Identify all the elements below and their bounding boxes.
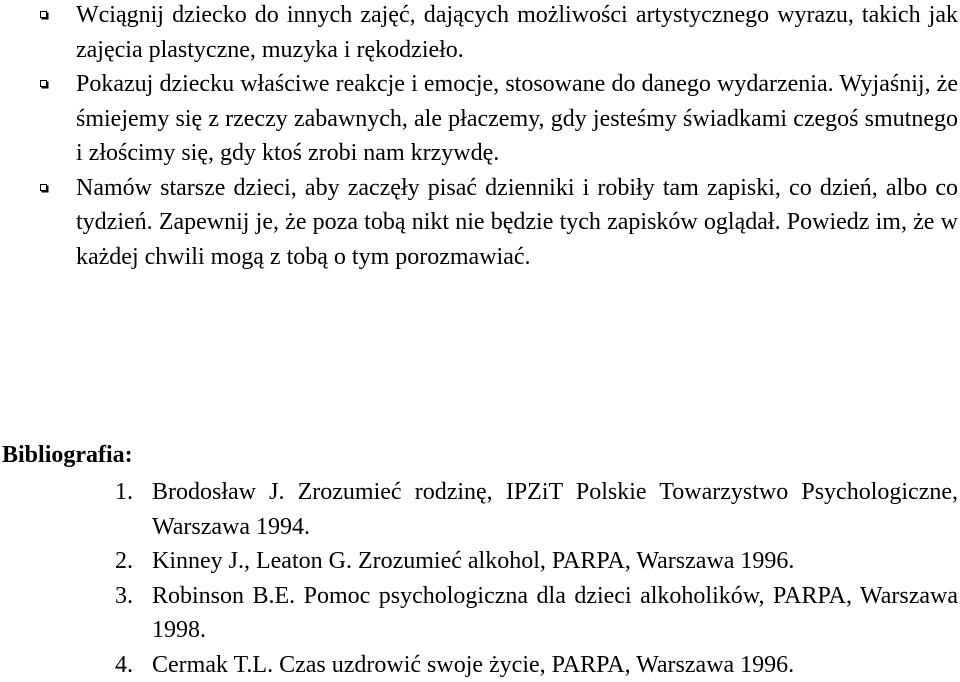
- bibliography-item-text: Kinney J., Leaton G. Zrozumieć alkohol, PARPA, Warszawa 1996.: [152, 548, 794, 574]
- tip-item: [0, 67, 960, 171]
- bibliography-item-number: 1.: [115, 475, 133, 510]
- bibliography-item: [0, 544, 960, 579]
- tip-item: [0, 0, 960, 67]
- bibliography-item: [0, 648, 960, 682]
- bibliography-item-number: 2.: [115, 544, 133, 579]
- checkbox-bullet-icon: [40, 184, 47, 191]
- bibliography-item-text: Cermak T.L. Czas uzdrowić swoje życie, PARPA, Warszawa 1996.: [152, 652, 794, 678]
- tip-text: Namów starsze dzieci, aby zaczęły pisać dzienniki i robiły tam zapiski, co dzień, albo co tydzień. Zapewnij je, że poza tobą nikt nie będzie tych zapisków oglądał. Powiedz im, że w każdej chwili mogą z tobą o tym porozmawiać.: [76, 171, 958, 275]
- tip-item: [0, 171, 960, 275]
- bibliography-item-number: 3.: [115, 579, 133, 614]
- checkbox-bullet-icon: [40, 11, 47, 18]
- tip-text: Wciągnij dziecko do innych zajęć, dających możliwości artystycznego wyrazu, takich jak zajęcia plastyczne, muzyka i rękodzieło.: [76, 0, 958, 67]
- bibliography-list: [0, 475, 960, 682]
- bibliography-item-number: 4.: [115, 648, 133, 682]
- tip-text: Pokazuj dziecku właściwe reakcje i emocje, stosowane do danego wydarzenia. Wyjaśnij, że śmiejemy się z rzeczy zabawnych, ale płaczemy, gdy jesteśmy świadkami czegoś smutnego i złościmy się, gdy ktoś zrobi nam krzywdę.: [76, 67, 958, 171]
- bibliography-item-text: Robinson B.E. Pomoc psychologiczna dla dzieci alkoholików, PARPA, Warszawa 1998.: [152, 583, 958, 644]
- bibliography-item: [0, 579, 960, 648]
- bibliography-heading: Bibliografia:: [2, 439, 133, 471]
- bibliography-item-text: Brodosław J. Zrozumieć rodzinę, IPZiT Polskie Towarzystwo Psychologiczne, Warszawa 1994.: [152, 479, 958, 540]
- checkbox-bullet-icon: [40, 80, 47, 87]
- tips-list: [0, 0, 960, 274]
- bibliography-item: [0, 475, 960, 544]
